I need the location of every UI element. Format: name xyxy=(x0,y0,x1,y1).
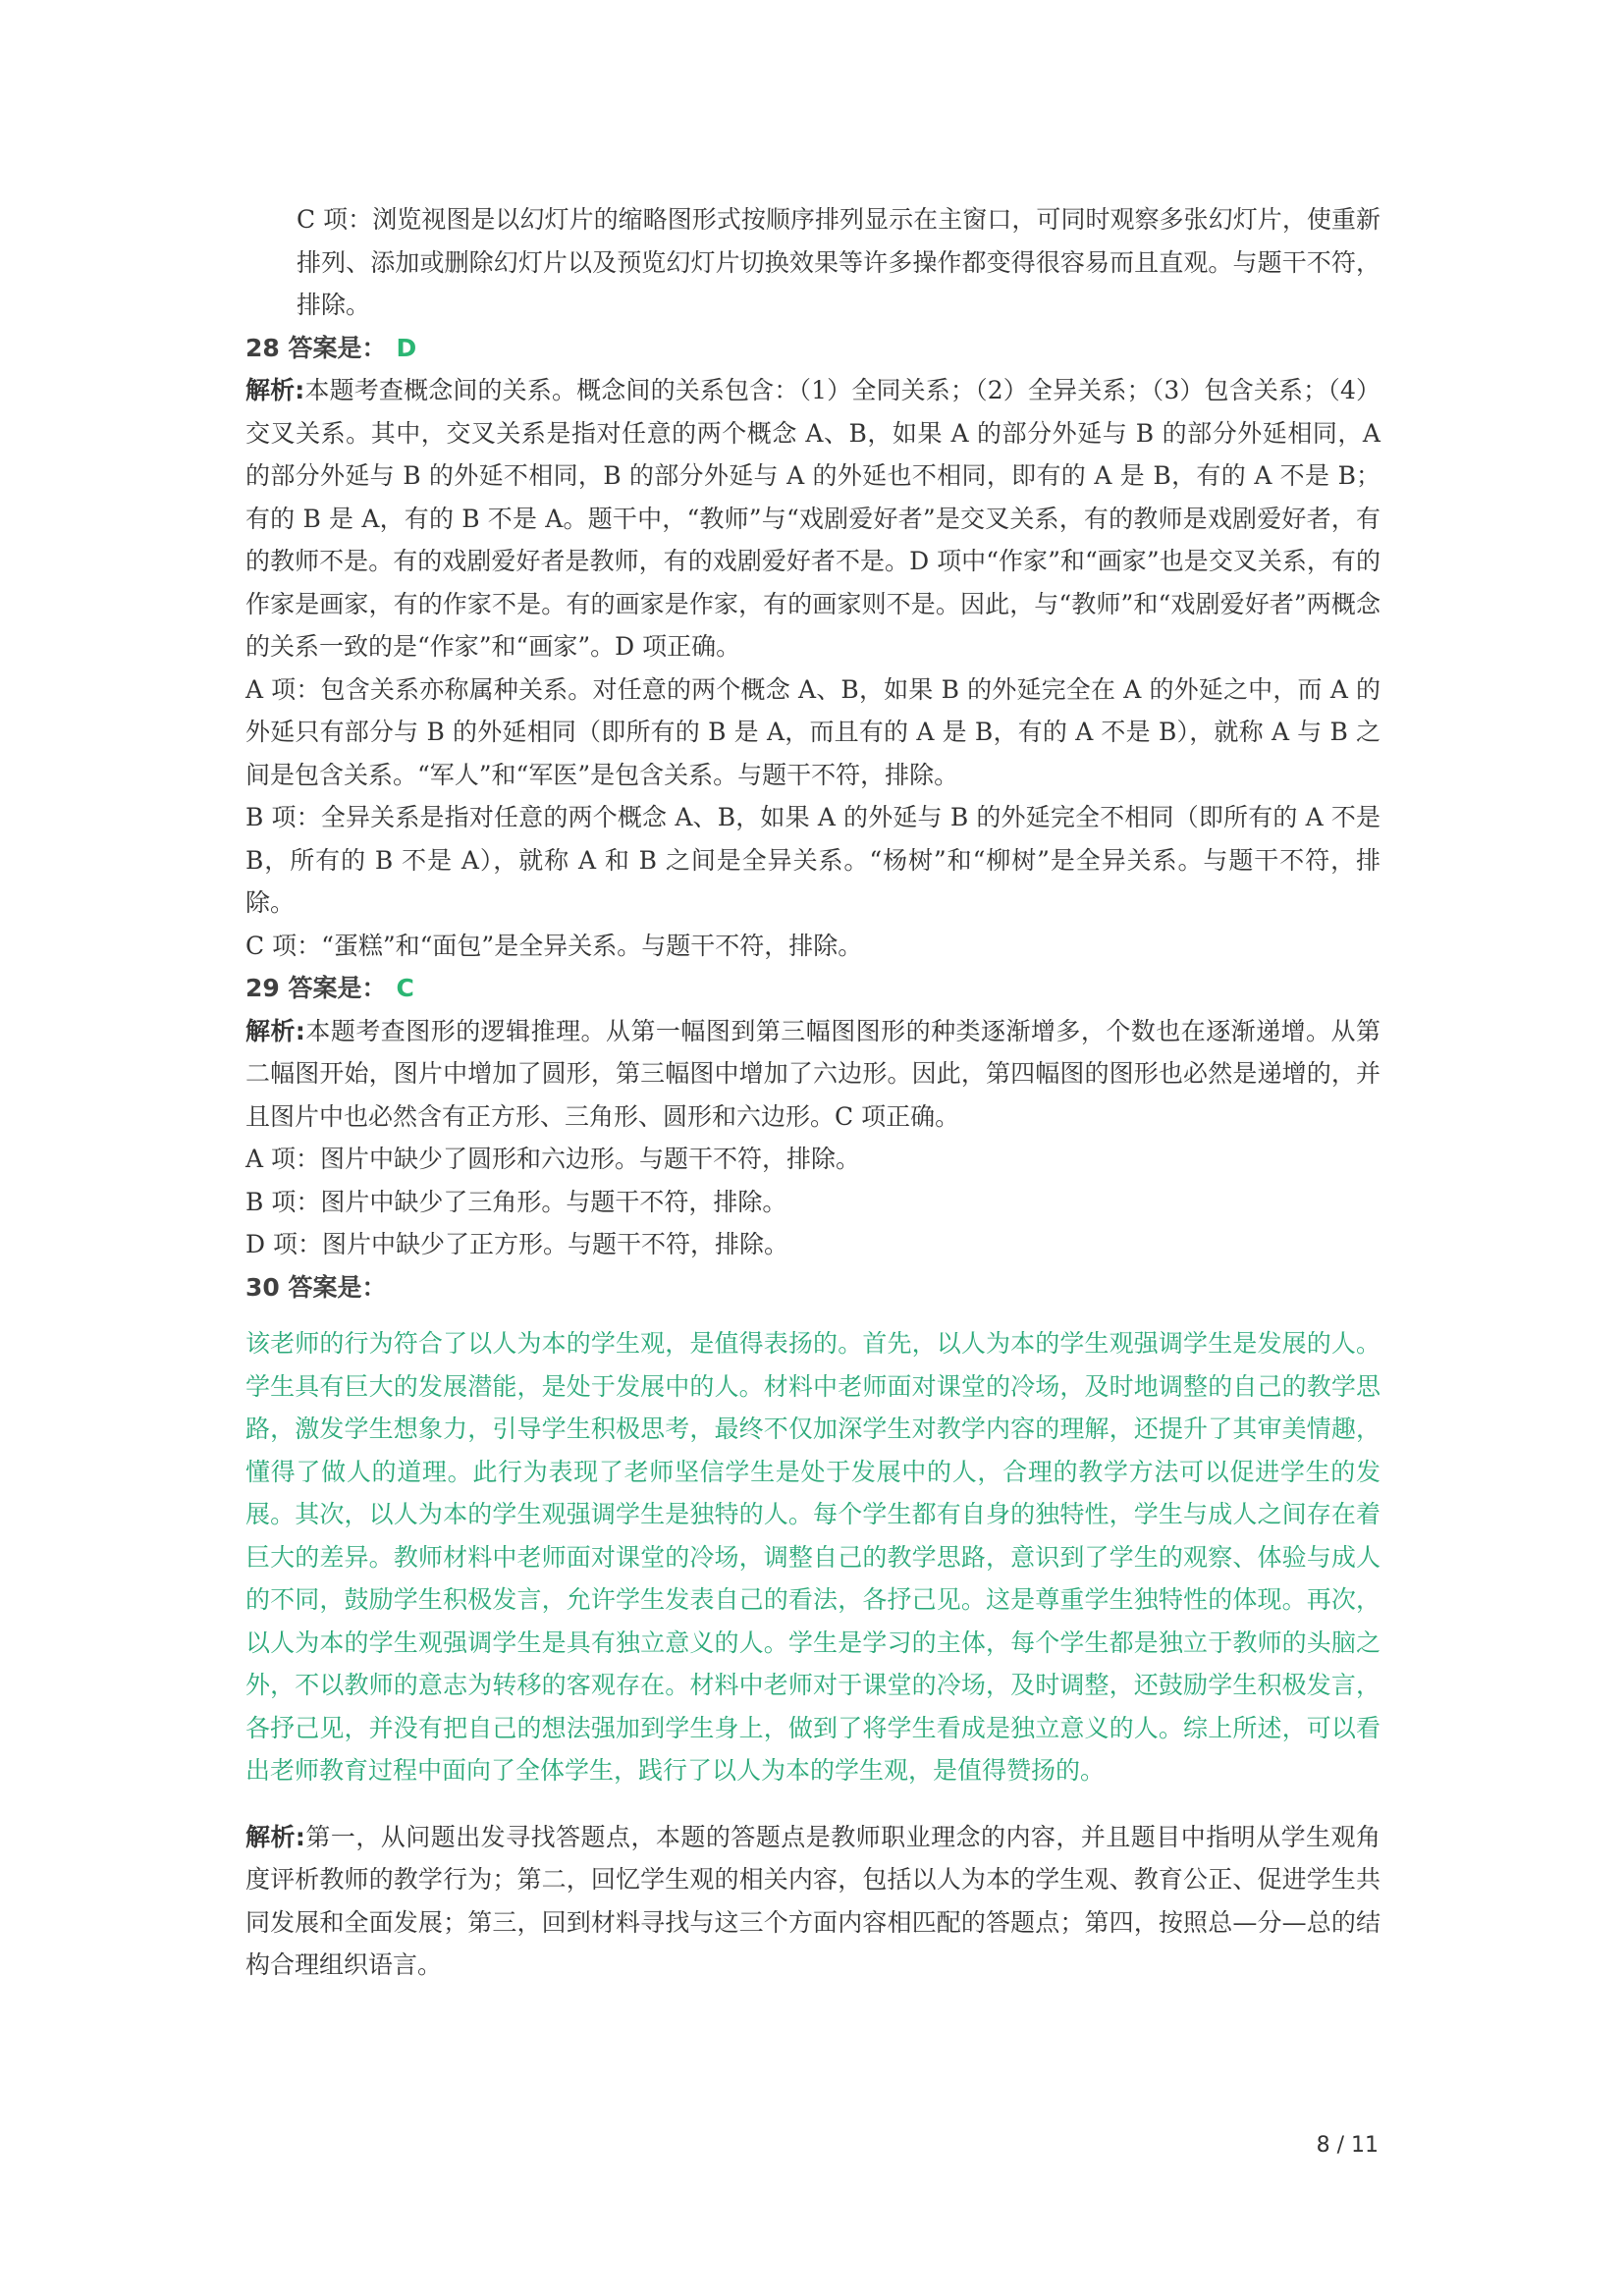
q29-analysis xyxy=(245,1010,1380,1139)
option-c-previous: C 项：浏览视图是以幻灯片的缩略图形式按顺序排列显示在主窗口，可同时观察多张幻灯片，使重新排列、添加或删除幻灯片以及预览幻灯片切换效果等许多操作都变得很容易而且直观。与题干不符，排除。 xyxy=(297,205,1380,319)
q29-analysis-text: 本题考查图形的逻辑推理。从第一幅图到第三幅图图形的种类逐渐增多，个数也在逐渐递增。从第二幅图开始，图片中增加了圆形，第三幅图中增加了六边形。因此，第四幅图的图形也必然是递增的，并且图片中也必然含有正方形、三角形、圆形和六边形。C 项正确。 xyxy=(245,1016,1380,1131)
q28-analysis-text: 本题考查概念间的关系。概念间的关系包含：（1）全同关系；（2）全异关系；（3）包含关系；（4）交叉关系。其中，交叉关系是指对任意的两个概念 A、B，如果 A 的部分外延与 B 的部分外延相同，A 的部分外延与 B 的外延不相同，B 的部分外延与 A 的外延也不相同，即有的 A 是 B，有的 A 不是 B；有的 B 是 A，有的 B 不是 A。题干中，“教师”与“戏剧爱好者”是交叉关系，有的教师是戏剧爱好者，有的教师不是。有的戏剧爱好者是教师，有的戏剧爱好者不是。D 项中“作家”和“画家”也是交叉关系，有的作家是画家，有的作家不是。有的画家是作家，有的画家则不是。因此，与“教师”和“戏剧爱好者”两概念的关系一致的是“作家”和“画家”。D 项正确。 xyxy=(245,376,1380,661)
q28-option-c: C 项：“蛋糕”和“面包”是全异关系。与题干不符，排除。 xyxy=(245,931,863,960)
q30-answer-label: 30 答案是： xyxy=(245,1272,387,1302)
q30-analysis xyxy=(245,1816,1380,1987)
q28-option-a: A 项：包含关系亦称属种关系。对任意的两个概念 A、B，如果 B 的外延完全在 A 的外延之中，而 A 的外延只有部分与 B 的外延相同（即所有的 B 是 A，而且有的 A 是 B，有的 A 不是 B），就称 A 与 B 之间是包含关系。“军人”和“军医”是包含关系。与题干不符，排除。 xyxy=(245,674,1380,789)
q29-answer-letter: C xyxy=(396,974,414,1002)
q29-option-d: D 项：图片中缺少了正方形。与题干不符，排除。 xyxy=(245,1230,788,1258)
q30-essay-answer: 该老师的行为符合了以人为本的学生观，是值得表扬的。首先，以人为本的学生观强调学生是发展的人。学生具有巨大的发展潜能，是处于发展中的人。材料中老师面对课堂的冷场，及时地调整的自己的教学思路，激发学生想象力，引导学生积极思考，最终不仅加深学生对教学内容的理解，还提升了其审美情趣，懂得了做人的道理。此行为表现了老师坚信学生是处于发展中的人，合理的教学方法可以促进学生的发展。其次，以人为本的学生观强调学生是独特的人。每个学生都有自身的独特性，学生与成人之间存在着巨大的差异。教师材料中老师面对课堂的冷场，调整自己的教学思路，意识到了学生的观察、体验与成人的不同，鼓励学生积极发言，允许学生发表自己的看法，各抒己见。这是尊重学生独特性的体现。再次，以人为本的学生观强调学生是具有独立意义的人。学生是学习的主体，每个学生都是独立于教师的头脑之外，不以教师的意志为转移的客观存在。材料中老师对于课堂的冷场，及时调整，还鼓励学生积极发言，各抒己见，并没有把自己的想法强加到学生身上，做到了将学生看成是独立意义的人。综上所述，可以看出老师教育过程中面向了全体学生，践行了以人为本的学生观，是值得赞扬的。 xyxy=(245,1329,1380,1785)
q28-answer-line xyxy=(245,327,1380,370)
q28-option-b: B 项：全异关系是指对任意的两个概念 A、B，如果 A 的外延与 B 的外延完全不相同（即所有的 A 不是 B，所有的 B 不是 A），就称 A 和 B 之间是全异关系。“杨树”和“柳树”是全异关系。与题干不符，排除。 xyxy=(245,803,1380,917)
q28-analysis xyxy=(245,369,1380,668)
q30-answer-line xyxy=(245,1266,1380,1309)
q28-answer-letter: D xyxy=(396,333,417,362)
q29-option-a: A 项：图片中缺少了圆形和六边形。与题干不符，排除。 xyxy=(245,1145,861,1173)
q30-analysis-label: 解析: xyxy=(245,1822,305,1851)
q29-option-b: B 项：图片中缺少了三角形。与题干不符，排除。 xyxy=(245,1187,787,1216)
q29-answer-line xyxy=(245,967,1380,1010)
q28-answer-label: 28 答案是： xyxy=(245,333,387,362)
page-number: 8 / 11 xyxy=(1316,2133,1379,2158)
document-body xyxy=(245,198,1380,1987)
q28-analysis-label: 解析: xyxy=(245,376,305,404)
q29-analysis-label: 解析: xyxy=(245,1016,305,1045)
q30-analysis-text: 第一，从问题出发寻找答题点，本题的答题点是教师职业理念的内容，并且题目中指明从学生观角度评析教师的教学行为；第二，回忆学生观的相关内容，包括以人为本的学生观、教育公正、促进学生共同发展和全面发展；第三，回到材料寻找与这三个方面内容相匹配的答题点；第四，按照总—分—总的结构合理组织语言。 xyxy=(245,1822,1380,1979)
q29-answer-label: 29 答案是： xyxy=(245,974,387,1002)
